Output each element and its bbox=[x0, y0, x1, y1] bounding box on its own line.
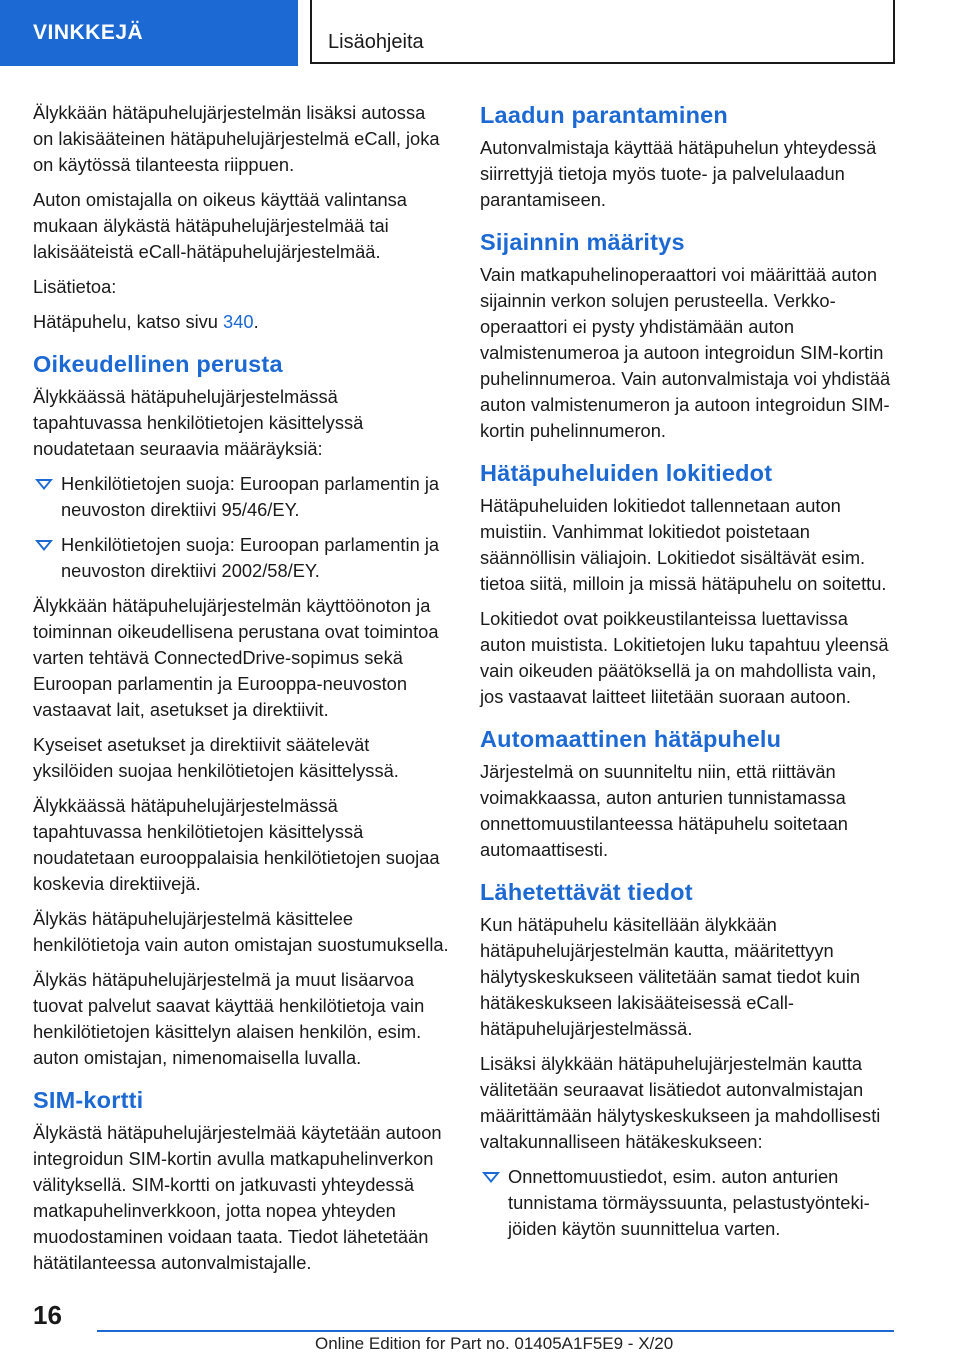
heading-quality: Laadun parantaminen bbox=[480, 102, 728, 128]
paragraph: Älykkäässä hätäpuhelujärjestelmässä tapahtuvassa henkilötietojen käsittelyssä noudatetaan eurooppalaisia henkilötietojen suojaa koskevia direktiivejä. bbox=[33, 795, 440, 894]
paragraph: Auton omistajalla on oikeus käyttää valintansa mukaan älykästä hätäpuhelujärjestelmää tai lakisääteistä eCall-hätäpuhelujärjestelmää. bbox=[33, 189, 407, 262]
edition-note: Online Edition for Part no. 01405A1F5E9 - X/20 bbox=[315, 1334, 674, 1353]
heading-legal-basis: Oikeudellinen perusta bbox=[33, 351, 283, 377]
paragraph: Älykäs hätäpuhelujärjestelmä ja muut lisäarvoa tuovat palvelut saavat käyttää henkilötietoja vain henkilötietojen käsittelyn alaisen henkilön, esim. auton omistajan, nimenomaisella luvalla. bbox=[33, 969, 425, 1068]
page-header bbox=[0, 0, 960, 66]
left-column bbox=[33, 100, 449, 1285]
paragraph: Lokitiedot ovat poikkeustilanteissa luettavissa auton muistista. Lokitietojen luku tapahtuu yleensä vain oikeuden päätöksellä ja on mahdollista vain, jos vastaavat laitteet liitetään suoraan autoon. bbox=[480, 608, 889, 707]
section-tab: VINKKEJÄ bbox=[0, 0, 298, 66]
list-item bbox=[33, 471, 449, 523]
reference-text: Hätäpuhelu, katso sivu bbox=[33, 311, 224, 332]
paragraph: Vain matkapuhelinoperaattori voi määrittää auton sijainnin verkon solujen perusteella. Verkko-operaattori ei pysty yhdistämään auton valmistenumeroa ja autoon integroidun SIM-kortin puhelinnumeroa. Vain autonvalmistaja voi yhdistää auton valmistenumeron ja autoon integroidun SIM-kortin puhelinnumeron. bbox=[480, 264, 891, 441]
paragraph: Järjestelmä on suunniteltu niin, että riittävän voimakkaassa, auton anturien tunnistamassa onnettomuustilanteessa hätäpuhelu soitetaan automaattisesti. bbox=[480, 761, 848, 860]
list-item bbox=[33, 532, 449, 584]
bullet-list bbox=[33, 471, 449, 584]
footer-divider bbox=[97, 1330, 894, 1332]
page-link[interactable]: 340 bbox=[223, 311, 254, 332]
heading-transmitted-data: Lähetettävät tiedot bbox=[480, 879, 693, 905]
list-item bbox=[480, 1164, 896, 1242]
triangle-bullet-icon bbox=[35, 479, 53, 490]
chapter-title: Lisäohjeita bbox=[310, 0, 895, 64]
heading-location: Sijainnin määritys bbox=[480, 229, 685, 255]
paragraph: Hätäpuheluiden lokitiedot tallennetaan auton muistiin. Vanhimmat lokitiedot poistetaan säännöllisin väliajoin. Lokitiedot sisältävät esim. tietoa siitä, milloin ja missä hätäpuhelu on soitettu. bbox=[480, 495, 887, 594]
paragraph: Lisätietoa: bbox=[33, 276, 117, 297]
heading-sim-card: SIM-kortti bbox=[33, 1087, 144, 1113]
right-column bbox=[480, 100, 896, 1251]
paragraph: Älykkäässä hätäpuhelujärjestelmässä tapahtuvassa henkilötietojen käsittelyssä noudatetaan seuraavia määräyksiä: bbox=[33, 386, 364, 459]
heading-logs: Hätäpuheluiden lokitiedot bbox=[480, 460, 773, 486]
paragraph: Autonvalmistaja käyttää hätäpuhelun yhteydessä siirrettyjä tietoja myös tuote- ja palvelulaadun parantamiseen. bbox=[480, 137, 877, 210]
paragraph: Älykkään hätäpuhelujärjestelmän lisäksi autossa on lakisääteinen hätäpuhelujärjestelmä eCall, joka on käytössä tilanteesta riippuen. bbox=[33, 102, 440, 175]
list-item-text: Henkilötietojen suoja: Euroopan parlamentin ja neuvoston direktiivi 2002/58/EY. bbox=[61, 534, 440, 581]
heading-automatic-call: Automaattinen hätäpuhelu bbox=[480, 726, 782, 752]
list-item-text: Onnettomuustiedot, esim. auton anturien tunnistama törmäyssuunta, pelastustyöntekijöiden käytön suunnittelua varten. bbox=[508, 1166, 870, 1239]
paragraph: Kyseiset asetukset ja direktiivit säätelevät yksilöiden suojaa henkilötietojen käsittelyssä. bbox=[33, 734, 399, 781]
triangle-bullet-icon bbox=[482, 1172, 500, 1183]
paragraph: Lisäksi älykkään hätäpuhelujärjestelmän kautta välitetään seuraavat lisätiedot autonvalmistajan määrittämään hälytyskeskukseen ja mahdollisesti valtakunnalliseen hätäkeskukseen: bbox=[480, 1053, 881, 1152]
reference-end: . bbox=[253, 311, 259, 332]
page-number: 16 bbox=[33, 1300, 62, 1330]
paragraph: Kun hätäpuhelu käsitellään älykkään hätäpuhelujärjestelmän kautta, määritettyyn hälytyskeskukseen välitetään samat tiedot kuin hätäkeskukseen lakisääteisessä eCall-hätäpuhelujärjestelmässä. bbox=[480, 914, 861, 1039]
paragraph: Älykästä hätäpuhelujärjestelmää käytetään autoon integroidun SIM-kortin avulla matkapuhelinverkon välityksellä. SIM-kortti on jatkuvasti yhteydessä matkapuhelinverkkoon, jotta nopea yhteyden muodostaminen voidaan taata. Tiedot lähetetään hätätilanteessa autonvalmistajalle. bbox=[33, 1122, 442, 1273]
bullet-list bbox=[480, 1164, 896, 1242]
paragraph-reference bbox=[33, 309, 449, 335]
triangle-bullet-icon bbox=[35, 540, 53, 551]
list-item-text: Henkilötietojen suoja: Euroopan parlamentin ja neuvoston direktiivi 95/46/EY. bbox=[61, 473, 440, 520]
paragraph: Älykkään hätäpuhelujärjestelmän käyttöönoton ja toiminnan oikeudellisena perustana ovat toimintoa varten tehtävä ConnectedDrive-sopimus sekä Euroopan parlamentin ja Eurooppa-neuvoston vastaavat lait, asetukset ja direktiivit. bbox=[33, 595, 439, 720]
paragraph: Älykäs hätäpuhelujärjestelmä käsittelee henkilötietoja vain auton omistajan suostumuksella. bbox=[33, 908, 449, 955]
